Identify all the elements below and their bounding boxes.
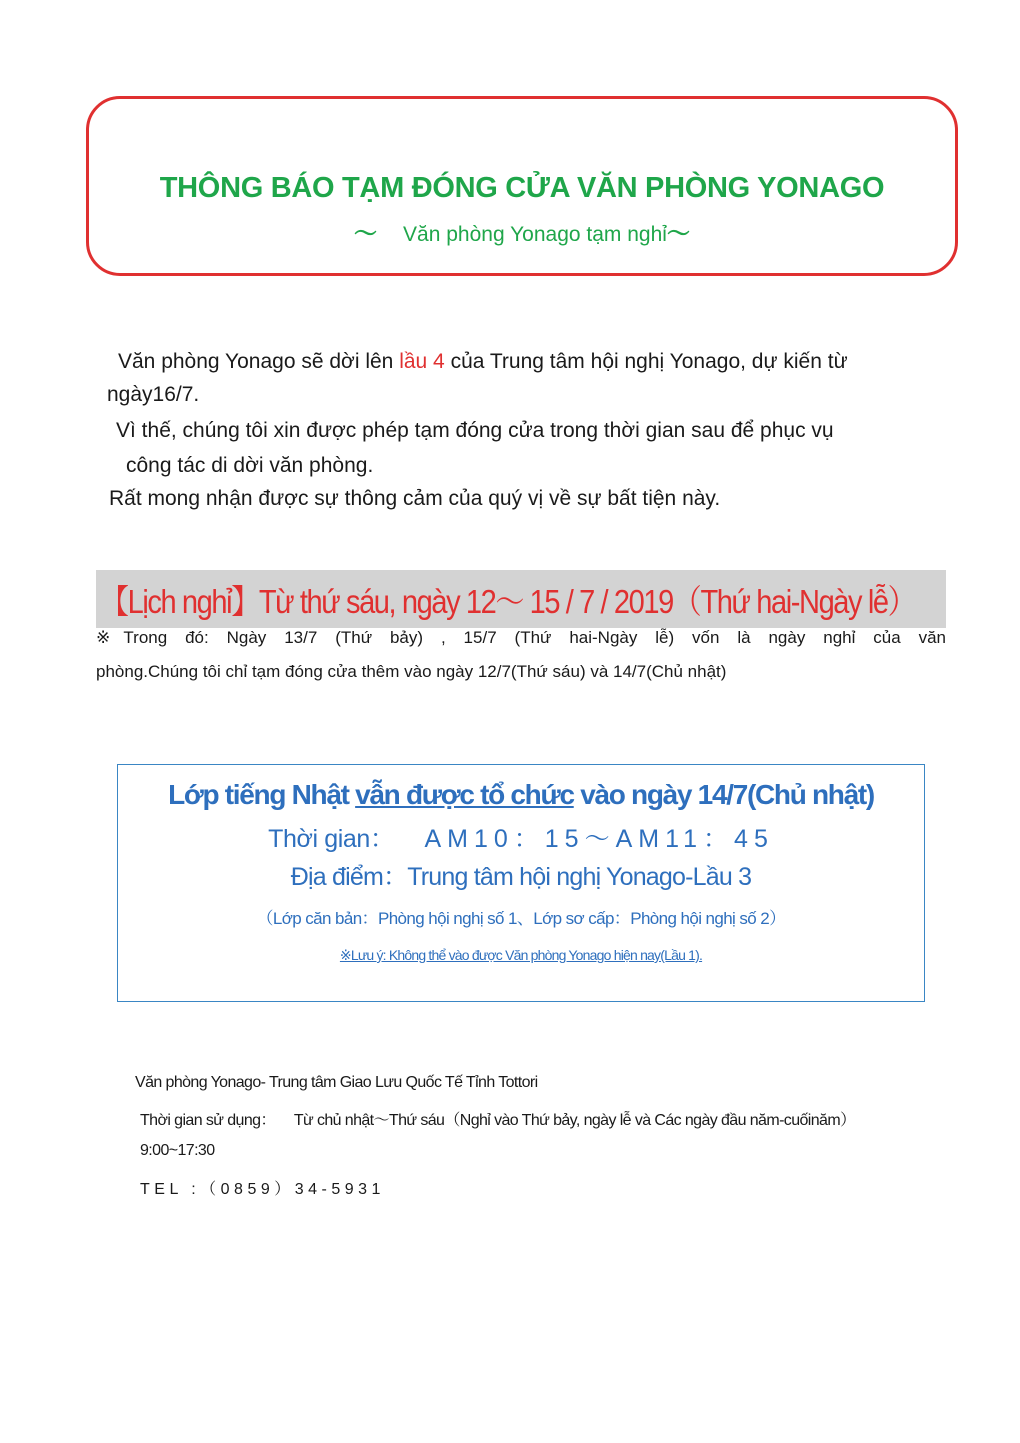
- body-line-1-prefix: Văn phòng Yonago sẽ dời lên: [118, 350, 400, 373]
- floor-highlight: lầu 4: [399, 350, 445, 373]
- body-line-1-suffix: của Trung tâm hội nghị Yonago, dự kiến từ: [444, 350, 848, 373]
- footer-hours-text: Từ chủ nhật～Thứ sáu（Nghỉ vào Thứ bảy, ngày lễ và Các ngày đầu năm-cuốinăm）: [293, 1112, 856, 1129]
- closure-schedule: 【Lịch nghỉ】Từ thứ sáu, ngày 12～ 15 / 7 / 2019（Thứ hai-Ngày lễ）: [100, 583, 916, 620]
- subtitle-tilde-right: 〜: [666, 220, 690, 246]
- footer-hours-label: Thời gian sử dụng：: [140, 1112, 276, 1129]
- body-line-1: [118, 349, 848, 375]
- japanese-class-box: [117, 764, 925, 1002]
- class-place: Địa điểm：Trung tâm hội nghị Yonago-Lầu 3: [290, 863, 752, 891]
- class-warning: ※Lưu ý: Không thể vào được Văn phòng Yonago hiện nay(Lầu 1).: [339, 947, 703, 963]
- note-line-2: phòng.Chúng tôi chỉ tạm đóng cửa thêm vào ngày 12/7(Thứ sáu) và 14/7(Chủ nhật): [96, 662, 727, 681]
- notice-header-box: [86, 96, 958, 276]
- subtitle-text: Văn phòng Yonago tạm nghỉ: [403, 223, 667, 246]
- notice-title: THÔNG BÁO TẠM ĐÓNG CỬA VĂN PHÒNG YONAGO: [159, 172, 885, 204]
- footer-hours: [140, 1107, 855, 1130]
- class-title-underlined: vẫn được tổ chức: [355, 779, 574, 810]
- footer-office: Văn phòng Yonago- Trung tâm Giao Lưu Quốc Tế Tỉnh Tottori: [135, 1074, 538, 1091]
- class-time: [118, 819, 924, 855]
- footer-hours-time: 9:00~17:30: [140, 1142, 215, 1159]
- body-line-2: ngày16/7.: [107, 383, 200, 406]
- class-rooms: （Lớp căn bản：Phòng hội nghị số 1、Lớp sơ cấp：Phòng hội nghị số 2）: [256, 909, 786, 928]
- notice-subtitle: [89, 215, 955, 248]
- note-line-1: ※Trong đó: Ngày 13/7 (Thứ bảy) , 15/7 (Thứ hai-Ngày lễ) vốn là ngày nghỉ của văn: [96, 628, 946, 647]
- footer-tel: TEL :（0859）34-5931: [140, 1181, 385, 1198]
- body-line-4: công tác di dời văn phòng.: [126, 454, 374, 477]
- subtitle-tilde-left: 〜: [354, 220, 378, 246]
- class-title-part-1: Lớp tiếng Nhật: [168, 779, 356, 810]
- class-time-label: Thời gian：: [268, 825, 395, 853]
- class-title: [118, 779, 924, 811]
- class-time-value: AM10：15～AM11：45: [424, 825, 774, 853]
- body-line-5: Rất mong nhận được sự thông cảm của quý vị về sự bất tiện này.: [109, 487, 721, 510]
- body-line-3: Vì thế, chúng tôi xin được phép tạm đóng cửa trong thời gian sau để phục vụ: [116, 419, 834, 442]
- class-title-part-3: vào ngày 14/7(Chủ nhật): [573, 779, 874, 810]
